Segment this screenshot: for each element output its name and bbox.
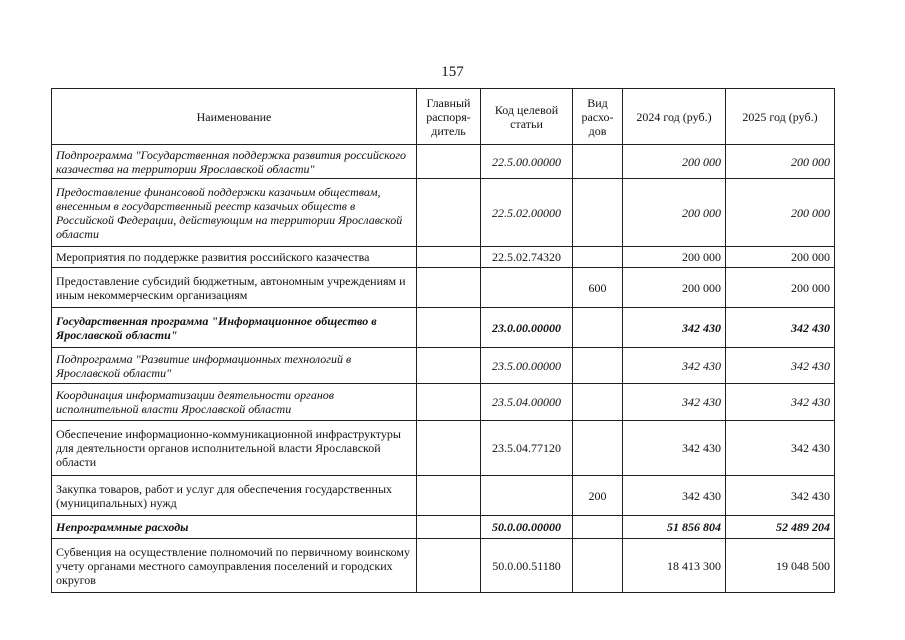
page-number: 157 (441, 64, 464, 80)
row-2024: 200 000 (623, 179, 726, 247)
row-code: 50.0.00.00000 (481, 516, 573, 539)
row-2025: 200 000 (726, 179, 835, 247)
header-row (52, 89, 835, 145)
row-admin (417, 247, 481, 268)
row-code: 50.0.00.51180 (481, 539, 573, 593)
row-2024: 51 856 804 (623, 516, 726, 539)
table-row (52, 145, 835, 179)
row-name: Предоставление финансовой поддержки казачьим обществам, внесенным в государственный реестр казачьих обществ в Российской Федерации, действующим на территории Ярославской области (52, 179, 417, 247)
row-2025: 342 430 (726, 384, 835, 421)
table-row (52, 539, 835, 593)
row-admin (417, 476, 481, 516)
row-2025: 19 048 500 (726, 539, 835, 593)
row-2025: 342 430 (726, 348, 835, 384)
row-admin (417, 348, 481, 384)
table-row (52, 421, 835, 476)
header-type: Вид расхо-дов (573, 89, 623, 145)
row-type (573, 247, 623, 268)
table-row (52, 384, 835, 421)
row-type (573, 384, 623, 421)
row-2024: 342 430 (623, 308, 726, 348)
budget-table (51, 88, 835, 593)
row-name: Непрограммные расходы (52, 516, 417, 539)
row-type (573, 179, 623, 247)
row-name: Субвенция на осуществление полномочий по первичному воинскому учету органами местного самоуправления поселений и городских округов (52, 539, 417, 593)
table-row (52, 268, 835, 308)
row-type: 200 (573, 476, 623, 516)
row-2024: 200 000 (623, 268, 726, 308)
header-name: Наименование (52, 89, 417, 145)
row-type (573, 516, 623, 539)
row-code: 23.5.04.00000 (481, 384, 573, 421)
table-row (52, 476, 835, 516)
table-row (52, 516, 835, 539)
row-admin (417, 268, 481, 308)
row-type (573, 421, 623, 476)
row-2024: 200 000 (623, 145, 726, 179)
row-type (573, 539, 623, 593)
row-code: 23.5.04.77120 (481, 421, 573, 476)
row-code (481, 476, 573, 516)
row-type: 600 (573, 268, 623, 308)
table-row (52, 247, 835, 268)
row-name: Подпрограмма "Государственная поддержка развития российского казачества на территории Ярославской области" (52, 145, 417, 179)
row-name: Государственная программа "Информационное общество в Ярославской области" (52, 308, 417, 348)
row-name: Подпрограмма "Развитие информационных технологий в Ярославской области" (52, 348, 417, 384)
row-admin (417, 145, 481, 179)
row-name: Мероприятия по поддержке развития российского казачества (52, 247, 417, 268)
row-2024: 342 430 (623, 476, 726, 516)
row-2025: 200 000 (726, 268, 835, 308)
row-2025: 200 000 (726, 145, 835, 179)
row-admin (417, 421, 481, 476)
row-2024: 342 430 (623, 348, 726, 384)
row-admin (417, 179, 481, 247)
row-admin (417, 539, 481, 593)
row-2024: 342 430 (623, 421, 726, 476)
header-code: Код целевой статьи (481, 89, 573, 145)
table-row (52, 308, 835, 348)
row-2024: 200 000 (623, 247, 726, 268)
row-admin (417, 516, 481, 539)
table-row (52, 179, 835, 247)
row-code (481, 268, 573, 308)
header-admin: Главный распоря-дитель (417, 89, 481, 145)
row-2025: 342 430 (726, 308, 835, 348)
row-2025: 200 000 (726, 247, 835, 268)
row-admin (417, 308, 481, 348)
header-2025: 2025 год (руб.) (726, 89, 835, 145)
row-name: Предоставление субсидий бюджетным, автономным учреждениям и иным некоммерческим организациям (52, 268, 417, 308)
row-code: 22.5.02.00000 (481, 179, 573, 247)
row-name: Обеспечение информационно-коммуникационной инфраструктуры для деятельности органов исполнительной власти Ярославской области (52, 421, 417, 476)
row-code: 23.0.00.00000 (481, 308, 573, 348)
row-type (573, 308, 623, 348)
table-row (52, 348, 835, 384)
row-code: 22.5.00.00000 (481, 145, 573, 179)
row-2025: 342 430 (726, 476, 835, 516)
row-2025: 342 430 (726, 421, 835, 476)
row-name: Координация информатизации деятельности органов исполнительной власти Ярославской области (52, 384, 417, 421)
row-type (573, 348, 623, 384)
row-name: Закупка товаров, работ и услуг для обеспечения государственных (муниципальных) нужд (52, 476, 417, 516)
row-2025: 52 489 204 (726, 516, 835, 539)
row-type (573, 145, 623, 179)
row-admin (417, 384, 481, 421)
row-code: 22.5.02.74320 (481, 247, 573, 268)
row-2024: 18 413 300 (623, 539, 726, 593)
row-code: 23.5.00.00000 (481, 348, 573, 384)
header-2024: 2024 год (руб.) (623, 89, 726, 145)
row-2024: 342 430 (623, 384, 726, 421)
